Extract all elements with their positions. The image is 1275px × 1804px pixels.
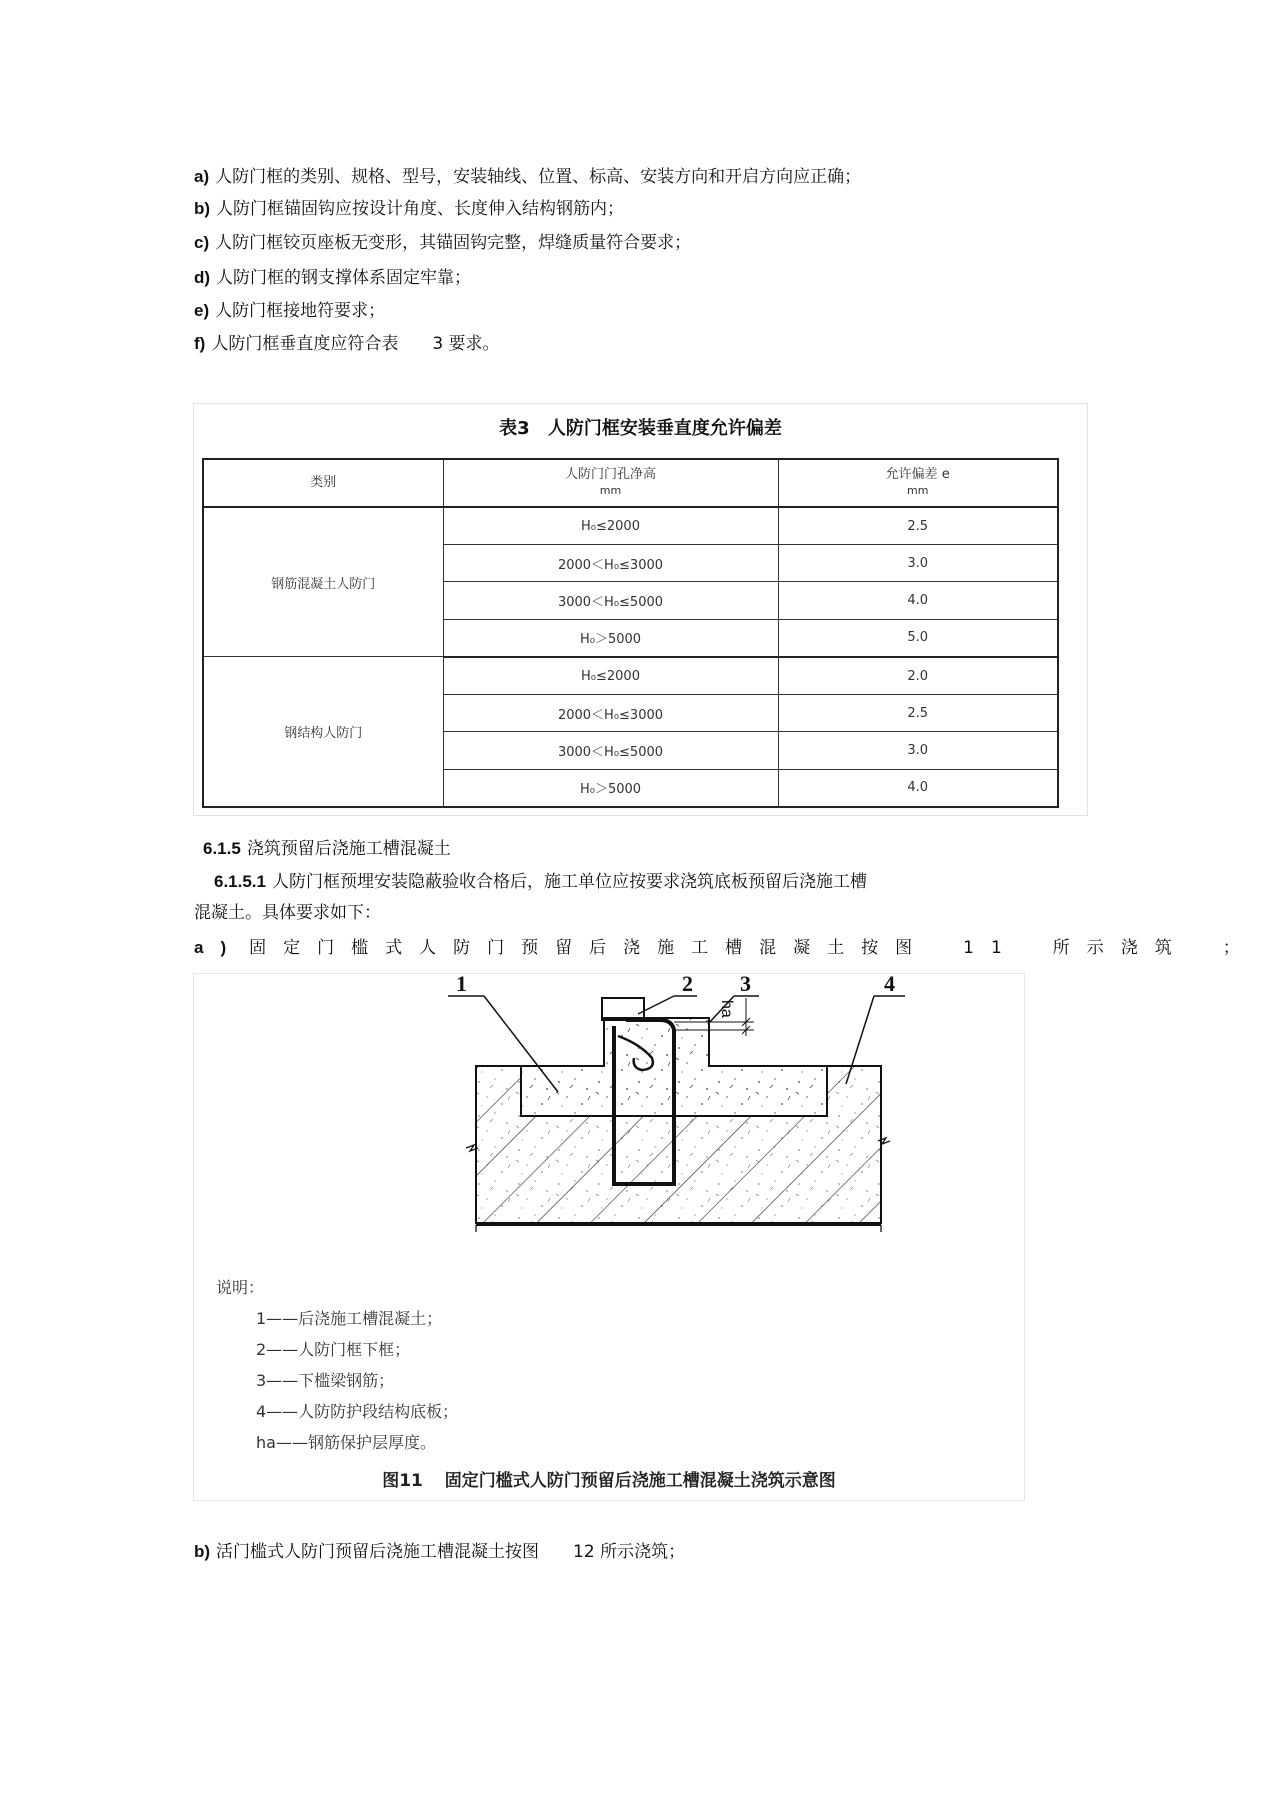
legend-title: 说明：: [216, 1278, 265, 1297]
legend-item: 2——人防门框下框；: [256, 1340, 411, 1359]
header-deviation-unit: mm: [907, 484, 929, 497]
range-cell: 2000＜H₀≤3000: [443, 695, 778, 732]
section-title: 浇筑预留后浇施工槽混凝土: [246, 839, 451, 859]
subsection-text: 人防门框预埋安装隐蔽验收合格后，施工单位应按要求浇筑底板预留后浇施工槽: [272, 872, 867, 892]
table-row: [203, 657, 1058, 695]
requirement-label: f): [194, 334, 206, 353]
requirement-label: c): [194, 233, 210, 252]
requirement-label: d): [194, 268, 211, 287]
table-header-row: [203, 459, 1058, 507]
requirement-text: 人防门框垂直度应符合表 3 要求。: [211, 334, 500, 354]
range-cell: H₀＞5000: [443, 769, 778, 807]
callout-2: 2: [682, 974, 693, 996]
value-cell: 3.0: [778, 545, 1058, 582]
item-label: a): [194, 938, 244, 957]
value-cell: 2.5: [778, 695, 1058, 732]
figure-caption-number: 图11: [382, 1471, 423, 1491]
subsection-line1: [214, 871, 867, 893]
requirement-a: [194, 166, 861, 188]
range-cell: H₀≤2000: [443, 507, 778, 545]
value-cell: 5.0: [778, 619, 1058, 657]
category-cell: 钢结构人防门: [203, 657, 443, 807]
table-row: [203, 507, 1058, 545]
value-cell: 4.0: [778, 769, 1058, 807]
requirement-text: 人防门框铰页座板无变形，其锚固钩完整，焊缝质量符合要求；: [215, 233, 692, 253]
requirement-d: [194, 267, 471, 289]
subsection-number: 6.1.5.1: [214, 872, 266, 891]
requirement-text: 人防门框的类别、规格、型号，安装轴线、位置、标高、安装方向和开启方向应正确；: [215, 167, 862, 187]
deviation-table: [202, 458, 1059, 808]
header-height-label: 人防门门孔净高: [564, 467, 656, 482]
legend-item: 3——下槛梁钢筋；: [256, 1371, 395, 1390]
requirement-label: a): [194, 167, 210, 186]
section-heading: [203, 838, 451, 860]
requirement-c: [194, 232, 691, 254]
requirement-b: [194, 198, 624, 220]
range-cell: H₀≤2000: [443, 657, 778, 695]
requirement-text: 人防门框的钢支撑体系固定牢靠；: [216, 268, 472, 288]
requirement-e: [194, 300, 385, 322]
section-number: 6.1.5: [203, 839, 241, 858]
figure-caption: [194, 1466, 1024, 1491]
door-frame-sill: [602, 998, 644, 1020]
figure-11: [193, 973, 1025, 1501]
range-cell: 3000＜H₀≤5000: [443, 732, 778, 769]
callout-1: 1: [456, 974, 467, 996]
header-height: [443, 459, 778, 507]
item-b: [194, 1541, 685, 1563]
item-label: b): [194, 1542, 211, 1561]
table-caption-title: 人防门框安装垂直度允许偏差: [547, 418, 782, 439]
range-cell: 3000＜H₀≤5000: [443, 582, 778, 619]
subsection-line2: 混凝土。具体要求如下：: [194, 903, 381, 923]
requirement-label: e): [194, 301, 210, 320]
figure-legend: [216, 1272, 458, 1458]
item-text: 活门槛式人防门预留后浇施工槽混凝土按图 12 所示浇筑；: [216, 1542, 686, 1562]
requirement-f: [194, 333, 500, 355]
header-deviation-label: 允许偏差 e: [885, 467, 950, 482]
table-caption-number: 表3: [499, 418, 530, 439]
category-cell: 钢筋混凝土人防门: [203, 507, 443, 657]
value-cell: 2.0: [778, 657, 1058, 695]
value-cell: 3.0: [778, 732, 1058, 769]
item-text: 固定门槛式人防门预留后浇施工槽混凝土按图 11 所示浇筑 ；: [249, 938, 1257, 958]
figure-caption-title: 固定门槛式人防门预留后浇施工槽混凝土浇筑示意图: [444, 1471, 836, 1491]
value-cell: 2.5: [778, 507, 1058, 545]
requirement-text: 人防门框接地符要求；: [215, 301, 386, 321]
legend-item: ha——钢筋保护层厚度。: [256, 1433, 436, 1452]
legend-item: 4——人防防护段结构底板；: [256, 1402, 459, 1421]
dim-label-ha: ha: [718, 1000, 735, 1018]
requirement-text: 人防门框锚固钩应按设计角度、长度伸入结构钢筋内；: [216, 199, 625, 219]
item-a: [194, 937, 1257, 959]
legend-item: 1——后浇施工槽混凝土；: [256, 1309, 443, 1328]
range-cell: H₀＞5000: [443, 619, 778, 657]
value-cell: 4.0: [778, 582, 1058, 619]
table-3-figure: [193, 403, 1088, 816]
header-category: 类别: [203, 459, 443, 507]
requirement-label: b): [194, 199, 211, 218]
range-cell: 2000＜H₀≤3000: [443, 545, 778, 582]
callout-3: 3: [740, 974, 751, 996]
callout-4: 4: [884, 974, 895, 996]
table-caption: [194, 414, 1087, 440]
header-deviation: [778, 459, 1058, 507]
header-height-unit: mm: [599, 484, 622, 497]
